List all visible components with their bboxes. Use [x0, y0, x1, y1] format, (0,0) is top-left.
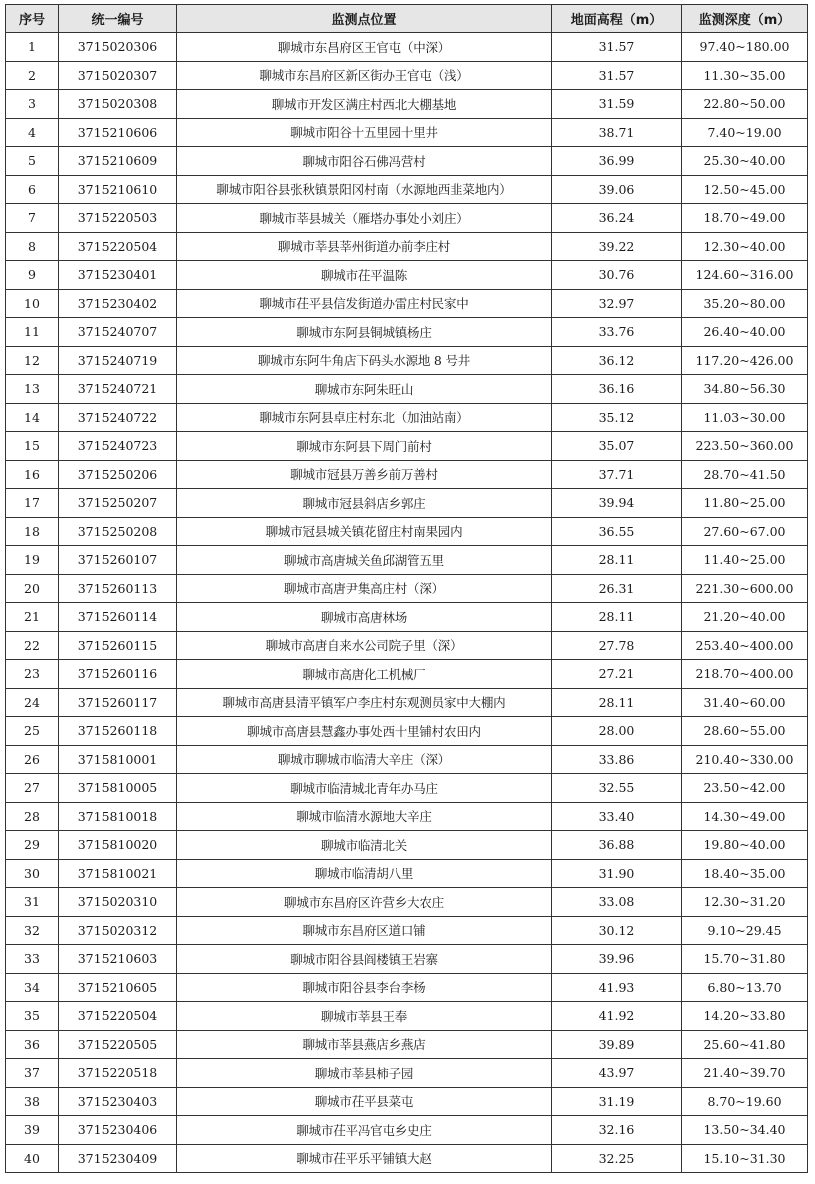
table-row: [6, 1059, 808, 1088]
code-cell: 3715260107: [59, 546, 177, 575]
table-row: [6, 289, 808, 318]
location-cell: 聊城市冠县万善乡前万善村: [177, 460, 552, 489]
location-cell: 聊城市高唐尹集高庄村（深）: [177, 574, 552, 603]
table-header: [6, 5, 808, 33]
depth-cell: 31.40~60.00: [682, 688, 808, 717]
code-cell: 3715240707: [59, 318, 177, 347]
elevation-cell: 28.11: [552, 546, 682, 575]
depth-cell: 28.60~55.00: [682, 717, 808, 746]
table-row: [6, 346, 808, 375]
elevation-cell: 39.89: [552, 1030, 682, 1059]
depth-cell: 23.50~42.00: [682, 774, 808, 803]
location-cell: 聊城市高唐县慧鑫办事处西十里铺村农田内: [177, 717, 552, 746]
depth-cell: 25.60~41.80: [682, 1030, 808, 1059]
elevation-cell: 41.93: [552, 973, 682, 1002]
code-cell: 3715210610: [59, 175, 177, 204]
location-cell: 聊城市东阿县铜城镇杨庄: [177, 318, 552, 347]
serial-cell: 5: [6, 147, 59, 176]
location-cell: 聊城市东昌府区王官屯（中深）: [177, 33, 552, 62]
elevation-cell: 37.71: [552, 460, 682, 489]
elevation-cell: 31.57: [552, 33, 682, 62]
serial-cell: 16: [6, 460, 59, 489]
elevation-cell: 35.12: [552, 403, 682, 432]
code-cell: 3715220504: [59, 232, 177, 261]
location-cell: 聊城市茌平县菜屯: [177, 1087, 552, 1116]
depth-cell: 34.80~56.30: [682, 375, 808, 404]
code-cell: 3715240721: [59, 375, 177, 404]
code-cell: 3715250207: [59, 489, 177, 518]
serial-cell: 20: [6, 574, 59, 603]
depth-cell: 97.40~180.00: [682, 33, 808, 62]
table-row: [6, 973, 808, 1002]
depth-cell: 9.10~29.45: [682, 916, 808, 945]
table-row: [6, 717, 808, 746]
elevation-cell: 33.86: [552, 745, 682, 774]
depth-cell: 124.60~316.00: [682, 261, 808, 290]
code-cell: 3715810001: [59, 745, 177, 774]
serial-cell: 18: [6, 517, 59, 546]
depth-cell: 12.30~40.00: [682, 232, 808, 261]
table-row: [6, 631, 808, 660]
elevation-cell: 28.11: [552, 603, 682, 632]
table-row: [6, 574, 808, 603]
location-cell: 聊城市临清城北青年办马庄: [177, 774, 552, 803]
table-row: [6, 175, 808, 204]
location-cell: 聊城市莘县城关（雁塔办事处小刘庄）: [177, 204, 552, 233]
serial-cell: 3: [6, 90, 59, 119]
serial-cell: 13: [6, 375, 59, 404]
location-cell: 聊城市高唐县清平镇军户李庄村东观测员家中大棚内: [177, 688, 552, 717]
serial-cell: 25: [6, 717, 59, 746]
location-cell: 聊城市阳谷十五里园十里井: [177, 118, 552, 147]
depth-cell: 221.30~600.00: [682, 574, 808, 603]
table-row: [6, 90, 808, 119]
serial-cell: 19: [6, 546, 59, 575]
code-cell: 3715810005: [59, 774, 177, 803]
location-cell: 聊城市东昌府区许营乡大农庄: [177, 888, 552, 917]
table-row: [6, 831, 808, 860]
code-cell: 3715810020: [59, 831, 177, 860]
table-row: [6, 660, 808, 689]
depth-cell: 11.30~35.00: [682, 61, 808, 90]
serial-cell: 26: [6, 745, 59, 774]
table-row: [6, 1030, 808, 1059]
location-cell: 聊城市阳谷县阎楼镇王岩寨: [177, 945, 552, 974]
elevation-cell: 39.06: [552, 175, 682, 204]
depth-cell: 14.20~33.80: [682, 1002, 808, 1031]
elevation-cell: 39.96: [552, 945, 682, 974]
depth-cell: 253.40~400.00: [682, 631, 808, 660]
depth-cell: 12.50~45.00: [682, 175, 808, 204]
header-row: [6, 5, 808, 33]
code-cell: 3715220504: [59, 1002, 177, 1031]
table-row: [6, 118, 808, 147]
depth-cell: 11.03~30.00: [682, 403, 808, 432]
depth-cell: 11.40~25.00: [682, 546, 808, 575]
serial-cell: 23: [6, 660, 59, 689]
table-row: [6, 945, 808, 974]
location-cell: 聊城市开发区满庄村西北大棚基地: [177, 90, 552, 119]
header-serial-number: 序号: [6, 5, 59, 33]
serial-cell: 31: [6, 888, 59, 917]
code-cell: 3715250208: [59, 517, 177, 546]
depth-cell: 11.80~25.00: [682, 489, 808, 518]
depth-cell: 15.70~31.80: [682, 945, 808, 974]
location-cell: 聊城市茌平乐平铺镇大赵: [177, 1144, 552, 1173]
location-cell: 聊城市临清北关: [177, 831, 552, 860]
table-row: [6, 204, 808, 233]
location-cell: 聊城市聊城市临清大辛庄（深）: [177, 745, 552, 774]
monitoring-points-table: [5, 4, 808, 1173]
table-row: [6, 1087, 808, 1116]
depth-cell: 210.40~330.00: [682, 745, 808, 774]
elevation-cell: 33.40: [552, 802, 682, 831]
depth-cell: 8.70~19.60: [682, 1087, 808, 1116]
table-row: [6, 61, 808, 90]
elevation-cell: 33.08: [552, 888, 682, 917]
location-cell: 聊城市茌平冯官屯乡史庄: [177, 1116, 552, 1145]
location-cell: 聊城市高唐城关鱼邱湖管五里: [177, 546, 552, 575]
serial-cell: 10: [6, 289, 59, 318]
table-row: [6, 1144, 808, 1173]
code-cell: 3715020308: [59, 90, 177, 119]
depth-cell: 28.70~41.50: [682, 460, 808, 489]
elevation-cell: 27.21: [552, 660, 682, 689]
code-cell: 3715260114: [59, 603, 177, 632]
location-cell: 聊城市冠县斜店乡郭庄: [177, 489, 552, 518]
table-row: [6, 460, 808, 489]
serial-cell: 38: [6, 1087, 59, 1116]
serial-cell: 34: [6, 973, 59, 1002]
code-cell: 3715810018: [59, 802, 177, 831]
code-cell: 3715210606: [59, 118, 177, 147]
monitoring-table-container: [5, 4, 808, 1173]
code-cell: 3715210605: [59, 973, 177, 1002]
code-cell: 3715260117: [59, 688, 177, 717]
depth-cell: 35.20~80.00: [682, 289, 808, 318]
serial-cell: 1: [6, 33, 59, 62]
elevation-cell: 28.11: [552, 688, 682, 717]
header-monitoring-depth: 监测深度（m）: [682, 5, 808, 33]
elevation-cell: 31.57: [552, 61, 682, 90]
table-row: [6, 1116, 808, 1145]
depth-cell: 19.80~40.00: [682, 831, 808, 860]
elevation-cell: 30.76: [552, 261, 682, 290]
code-cell: 3715020306: [59, 33, 177, 62]
depth-cell: 21.20~40.00: [682, 603, 808, 632]
code-cell: 3715230409: [59, 1144, 177, 1173]
serial-cell: 37: [6, 1059, 59, 1088]
depth-cell: 12.30~31.20: [682, 888, 808, 917]
elevation-cell: 32.25: [552, 1144, 682, 1173]
location-cell: 聊城市冠县城关镇花留庄村南果园内: [177, 517, 552, 546]
serial-cell: 6: [6, 175, 59, 204]
location-cell: 聊城市东昌府区新区街办王官屯（浅）: [177, 61, 552, 90]
serial-cell: 33: [6, 945, 59, 974]
serial-cell: 32: [6, 916, 59, 945]
elevation-cell: 30.12: [552, 916, 682, 945]
code-cell: 3715230402: [59, 289, 177, 318]
location-cell: 聊城市东阿县下周门前村: [177, 432, 552, 461]
serial-cell: 8: [6, 232, 59, 261]
depth-cell: 15.10~31.30: [682, 1144, 808, 1173]
elevation-cell: 28.00: [552, 717, 682, 746]
elevation-cell: 27.78: [552, 631, 682, 660]
table-row: [6, 489, 808, 518]
table-row: [6, 403, 808, 432]
code-cell: 3715230406: [59, 1116, 177, 1145]
serial-cell: 27: [6, 774, 59, 803]
code-cell: 3715230403: [59, 1087, 177, 1116]
serial-cell: 12: [6, 346, 59, 375]
elevation-cell: 36.55: [552, 517, 682, 546]
elevation-cell: 39.94: [552, 489, 682, 518]
elevation-cell: 31.19: [552, 1087, 682, 1116]
location-cell: 聊城市临清胡八里: [177, 859, 552, 888]
serial-cell: 2: [6, 61, 59, 90]
elevation-cell: 38.71: [552, 118, 682, 147]
location-cell: 聊城市高唐林场: [177, 603, 552, 632]
elevation-cell: 39.22: [552, 232, 682, 261]
location-cell: 聊城市茌平温陈: [177, 261, 552, 290]
serial-cell: 30: [6, 859, 59, 888]
serial-cell: 22: [6, 631, 59, 660]
depth-cell: 14.30~49.00: [682, 802, 808, 831]
location-cell: 聊城市莘县王奉: [177, 1002, 552, 1031]
location-cell: 聊城市东阿朱旺山: [177, 375, 552, 404]
code-cell: 3715240722: [59, 403, 177, 432]
location-cell: 聊城市阳谷石佛冯营村: [177, 147, 552, 176]
table-row: [6, 888, 808, 917]
elevation-cell: 36.24: [552, 204, 682, 233]
table-row: [6, 745, 808, 774]
table-row: [6, 375, 808, 404]
elevation-cell: 36.88: [552, 831, 682, 860]
table-row: [6, 147, 808, 176]
location-cell: 聊城市莘县莘州街道办前李庄村: [177, 232, 552, 261]
header-unified-code: 统一编号: [59, 5, 177, 33]
elevation-cell: 31.59: [552, 90, 682, 119]
depth-cell: 27.60~67.00: [682, 517, 808, 546]
serial-cell: 29: [6, 831, 59, 860]
location-cell: 聊城市阳谷县张秋镇景阳冈村南（水源地西韭菜地内）: [177, 175, 552, 204]
serial-cell: 11: [6, 318, 59, 347]
code-cell: 3715210609: [59, 147, 177, 176]
serial-cell: 39: [6, 1116, 59, 1145]
location-cell: 聊城市阳谷县李台李杨: [177, 973, 552, 1002]
header-ground-elevation: 地面高程（m）: [552, 5, 682, 33]
location-cell: 聊城市莘县柿子园: [177, 1059, 552, 1088]
depth-cell: 25.30~40.00: [682, 147, 808, 176]
elevation-cell: 41.92: [552, 1002, 682, 1031]
table-row: [6, 432, 808, 461]
location-cell: 聊城市东阿牛角店下码头水源地 8 号井: [177, 346, 552, 375]
elevation-cell: 26.31: [552, 574, 682, 603]
depth-cell: 22.80~50.00: [682, 90, 808, 119]
code-cell: 3715240723: [59, 432, 177, 461]
elevation-cell: 33.76: [552, 318, 682, 347]
location-cell: 聊城市东阿县卓庄村东北（加油站南）: [177, 403, 552, 432]
depth-cell: 21.40~39.70: [682, 1059, 808, 1088]
elevation-cell: 31.90: [552, 859, 682, 888]
code-cell: 3715260116: [59, 660, 177, 689]
elevation-cell: 32.16: [552, 1116, 682, 1145]
serial-cell: 4: [6, 118, 59, 147]
depth-cell: 6.80~13.70: [682, 973, 808, 1002]
location-cell: 聊城市临清水源地大辛庄: [177, 802, 552, 831]
code-cell: 3715250206: [59, 460, 177, 489]
table-row: [6, 688, 808, 717]
elevation-cell: 35.07: [552, 432, 682, 461]
elevation-cell: 36.16: [552, 375, 682, 404]
table-row: [6, 261, 808, 290]
code-cell: 3715260113: [59, 574, 177, 603]
code-cell: 3715810021: [59, 859, 177, 888]
elevation-cell: 36.12: [552, 346, 682, 375]
location-cell: 聊城市高唐化工机械厂: [177, 660, 552, 689]
serial-cell: 35: [6, 1002, 59, 1031]
depth-cell: 223.50~360.00: [682, 432, 808, 461]
code-cell: 3715260118: [59, 717, 177, 746]
table-body: [6, 33, 808, 1173]
elevation-cell: 32.97: [552, 289, 682, 318]
depth-cell: 18.70~49.00: [682, 204, 808, 233]
table-row: [6, 546, 808, 575]
table-row: [6, 33, 808, 62]
depth-cell: 26.40~40.00: [682, 318, 808, 347]
code-cell: 3715220505: [59, 1030, 177, 1059]
table-row: [6, 232, 808, 261]
code-cell: 3715230401: [59, 261, 177, 290]
table-row: [6, 1002, 808, 1031]
elevation-cell: 36.99: [552, 147, 682, 176]
serial-cell: 15: [6, 432, 59, 461]
header-location: 监测点位置: [177, 5, 552, 33]
elevation-cell: 43.97: [552, 1059, 682, 1088]
table-row: [6, 603, 808, 632]
depth-cell: 218.70~400.00: [682, 660, 808, 689]
code-cell: 3715210603: [59, 945, 177, 974]
serial-cell: 9: [6, 261, 59, 290]
table-row: [6, 802, 808, 831]
serial-cell: 21: [6, 603, 59, 632]
serial-cell: 40: [6, 1144, 59, 1173]
code-cell: 3715220518: [59, 1059, 177, 1088]
table-row: [6, 774, 808, 803]
elevation-cell: 32.55: [552, 774, 682, 803]
serial-cell: 14: [6, 403, 59, 432]
code-cell: 3715260115: [59, 631, 177, 660]
code-cell: 3715220503: [59, 204, 177, 233]
table-row: [6, 318, 808, 347]
code-cell: 3715020307: [59, 61, 177, 90]
code-cell: 3715020312: [59, 916, 177, 945]
table-row: [6, 859, 808, 888]
depth-cell: 117.20~426.00: [682, 346, 808, 375]
table-row: [6, 517, 808, 546]
serial-cell: 28: [6, 802, 59, 831]
serial-cell: 17: [6, 489, 59, 518]
location-cell: 聊城市莘县燕店乡燕店: [177, 1030, 552, 1059]
location-cell: 聊城市东昌府区道口铺: [177, 916, 552, 945]
serial-cell: 24: [6, 688, 59, 717]
depth-cell: 13.50~34.40: [682, 1116, 808, 1145]
location-cell: 聊城市茌平县信发街道办雷庄村民家中: [177, 289, 552, 318]
serial-cell: 36: [6, 1030, 59, 1059]
depth-cell: 18.40~35.00: [682, 859, 808, 888]
serial-cell: 7: [6, 204, 59, 233]
code-cell: 3715240719: [59, 346, 177, 375]
table-row: [6, 916, 808, 945]
depth-cell: 7.40~19.00: [682, 118, 808, 147]
location-cell: 聊城市高唐自来水公司院子里（深）: [177, 631, 552, 660]
code-cell: 3715020310: [59, 888, 177, 917]
